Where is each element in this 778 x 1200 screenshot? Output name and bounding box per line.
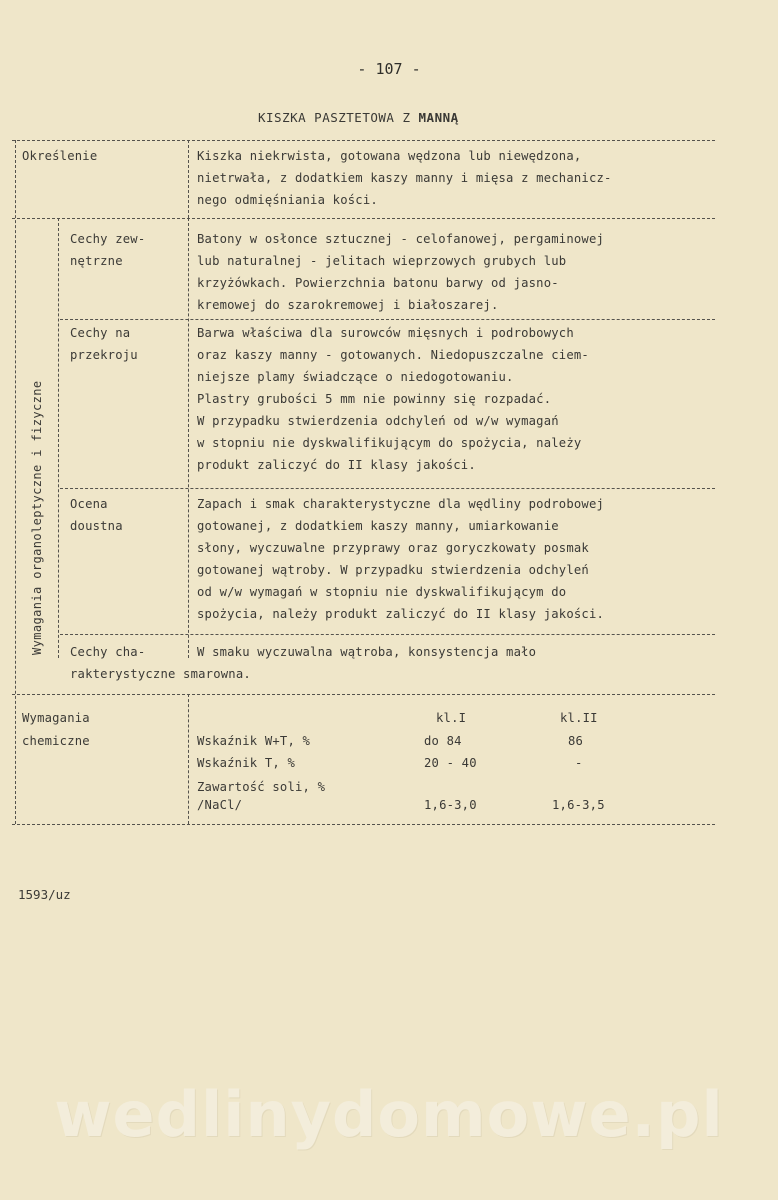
title-main: KISZKA PASZTETOWA Z: [258, 110, 419, 125]
chem-row-3-kl1: 1,6-3,0: [424, 798, 477, 812]
cechy-char-text-2: rakterystyczne smarowna.: [70, 667, 251, 681]
chem-row-2-name: Wskaźnik T, %: [197, 756, 295, 770]
chem-label-1: Wymagania: [22, 711, 90, 725]
okreslenie-text-3: nego odmięśniania kości.: [197, 193, 378, 207]
table-border-left: [15, 140, 16, 824]
cechy-przekroj-label-2: przekroju: [70, 348, 138, 362]
cechy-przekroj-text-3: niejsze plamy świadczące o niedogotowaniu.: [197, 370, 514, 384]
ocena-text-4: gotowanej wątroby. W przypadku stwierdzenia odchyleń: [197, 563, 589, 577]
cechy-przekroj-text-1: Barwa właściwa dla surowców mięsnych i podrobowych: [197, 326, 574, 340]
table-border-top: [12, 140, 715, 141]
rule-after-organoleptic: [12, 694, 715, 695]
cechy-przekroj-text-5: W przypadku stwierdzenia odchyleń od w/w wymagań: [197, 414, 559, 428]
chem-row-3-kl2: 1,6-3,5: [552, 798, 605, 812]
chem-row-2-kl1: 20 - 40: [424, 756, 477, 770]
rule-after-okreslenie: [12, 218, 715, 219]
organoleptic-group-label: Wymagania organoleptyczne i fizyczne: [30, 380, 44, 655]
cechy-zewnetrzne-text-2: lub naturalnej - jelitach wieprzowych grubych lub: [197, 254, 567, 268]
page-number: - 107 -: [357, 60, 421, 78]
watermark: wedlinydomowe.pl: [54, 1078, 724, 1151]
ocena-text-3: słony, wyczuwalne przyprawy oraz goryczkowaty posmak: [197, 541, 589, 555]
rule-after-przekroj: [60, 488, 715, 489]
chem-row-2-kl2: -: [575, 756, 583, 770]
cechy-zewnetrzne-text-4: kremowej do szarokremowej i białoszarej.: [197, 298, 499, 312]
ocena-text-1: Zapach i smak charakterystyczne dla wędliny podrobowej: [197, 497, 605, 511]
footer-code: 1593/uz: [18, 887, 71, 902]
cechy-przekroj-text-2: oraz kaszy manny - gotowanych. Niedopuszczalne ciem-: [197, 348, 589, 362]
chem-row-1-name: Wskaźnik W+T, %: [197, 734, 311, 748]
chem-header-kl1: kl.I: [436, 711, 467, 725]
chem-label-2: chemiczne: [22, 734, 90, 748]
ocena-text-6: spożycia, należy produkt zaliczyć do II klasy jakości.: [197, 607, 605, 621]
cechy-przekroj-text-6: w stopniu nie dyskwalifikującym do spożycia, należy: [197, 436, 582, 450]
ocena-text-2: gotowanej, z dodatkiem kaszy manny, umiarkowanie: [197, 519, 559, 533]
rule-after-zewnetrzne: [60, 319, 715, 320]
table-border-bottom: [12, 824, 715, 825]
chem-row-3-name: Zawartość soli, %: [197, 780, 326, 794]
cechy-zewnetrzne-text-3: krzyżówkach. Powierzchnia batonu barwy od jasno-: [197, 276, 559, 290]
divider-okreslenie: [188, 140, 189, 218]
okreslenie-label: Określenie: [22, 149, 98, 163]
divider-chem: [188, 694, 189, 824]
ocena-label-1: Ocena: [70, 497, 108, 511]
rule-after-ocena: [60, 634, 715, 635]
cechy-char-text-1: W smaku wyczuwalna wątroba, konsystencja mało: [197, 645, 537, 659]
cechy-zewnetrzne-label-2: nętrzne: [70, 254, 123, 268]
chem-row-1-kl2: 86: [568, 734, 584, 748]
cechy-char-label: Cechy cha-: [70, 645, 146, 659]
cechy-przekroj-label-1: Cechy na: [70, 326, 131, 340]
chem-row-3-name-2: /NaCl/: [197, 798, 243, 812]
cechy-przekroj-text-7: produkt zaliczyć do II klasy jakości.: [197, 458, 476, 472]
cechy-przekroj-text-4: Plastry grubości 5 mm nie powinny się rozpadać.: [197, 392, 552, 406]
divider-group-column: [58, 218, 59, 658]
divider-criteria: [188, 218, 189, 658]
cechy-zewnetrzne-text-1: Batony w osłonce sztucznej - celofanowej, pergaminowej: [197, 232, 605, 246]
okreslenie-text-1: Kiszka niekrwista, gotowana wędzona lub niewędzona,: [197, 149, 582, 163]
chem-row-1-kl1: do 84: [424, 734, 462, 748]
chem-header-kl2: kl.II: [560, 711, 598, 725]
cechy-zewnetrzne-label-1: Cechy zew-: [70, 232, 146, 246]
okreslenie-text-2: nietrwała, z dodatkiem kaszy manny i mięsa z mechanicz-: [197, 171, 612, 185]
ocena-text-5: od w/w wymagań w stopniu nie dyskwalifikującym do: [197, 585, 567, 599]
ocena-label-2: doustna: [70, 519, 123, 533]
document-title: [258, 110, 459, 125]
title-highlight: MANNĄ: [418, 110, 459, 125]
